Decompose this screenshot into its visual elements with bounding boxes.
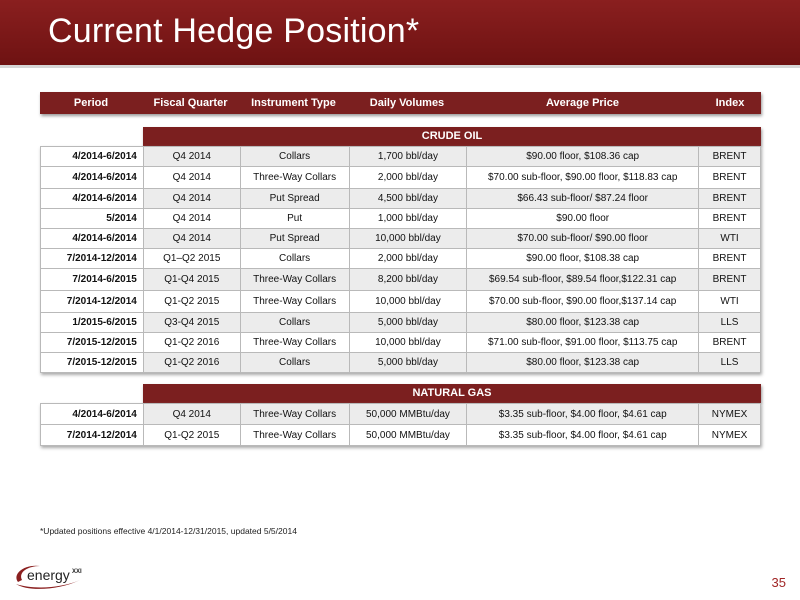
instrument-type-cell: Collars [240, 353, 349, 373]
section-header-natural-gas: NATURAL GAS [143, 384, 761, 403]
fiscal-quarter-cell: Q1-Q2 2015 [143, 291, 240, 313]
crude-oil-row [41, 313, 761, 333]
daily-volumes-cell: 5,000 bbl/day [349, 313, 467, 333]
crude-oil-row [41, 167, 761, 189]
instrument-type-cell: Put [240, 209, 349, 229]
instrument-type-cell: Collars [240, 147, 349, 167]
crude-oil-row [41, 147, 761, 167]
daily-volumes-cell: 2,000 bbl/day [349, 167, 467, 189]
period-cell: 7/2014-6/2015 [41, 269, 144, 291]
index-cell: BRENT [699, 147, 761, 167]
daily-volumes-cell: 50,000 MMBtu/day [349, 425, 467, 446]
index-cell: BRENT [699, 333, 761, 353]
crude-oil-row [41, 333, 761, 353]
daily-volumes-cell: 10,000 bbl/day [349, 229, 467, 249]
index-cell: WTI [699, 291, 761, 313]
average-price-cell: $90.00 floor [467, 209, 699, 229]
instrument-type-cell: Collars [240, 313, 349, 333]
period-cell: 4/2014-6/2014 [41, 189, 144, 209]
fiscal-quarter-cell: Q4 2014 [143, 147, 240, 167]
daily-volumes-cell: 8,200 bbl/day [349, 269, 467, 291]
crude-oil-row [41, 189, 761, 209]
index-cell: BRENT [699, 209, 761, 229]
fiscal-quarter-cell: Q1-Q2 2016 [143, 333, 240, 353]
average-price-cell: $90.00 floor, $108.38 cap [467, 249, 699, 269]
index-cell: BRENT [699, 269, 761, 291]
instrument-type-cell: Put Spread [240, 189, 349, 209]
daily-volumes-cell: 1,700 bbl/day [349, 147, 467, 167]
instrument-type-cell: Put Spread [240, 229, 349, 249]
daily-volumes-cell: 50,000 MMBtu/day [349, 404, 467, 425]
instrument-type-cell: Three-Way Collars [240, 425, 349, 446]
title-banner [0, 0, 800, 68]
index-cell: LLS [699, 313, 761, 333]
column-header-daily-volumes: Daily Volumes [369, 97, 445, 109]
fiscal-quarter-cell: Q1-Q4 2015 [143, 269, 240, 291]
period-cell: 4/2014-6/2014 [41, 229, 144, 249]
index-cell: BRENT [699, 189, 761, 209]
fiscal-quarter-cell: Q4 2014 [143, 209, 240, 229]
index-cell: LLS [699, 353, 761, 373]
instrument-type-cell: Three-Way Collars [240, 167, 349, 189]
fiscal-quarter-cell: Q1-Q2 2016 [143, 353, 240, 373]
column-header-average-price: Average Price [546, 97, 619, 109]
average-price-cell: $70.00 sub-floor, $90.00 floor, $118.83 cap [467, 167, 699, 189]
natural-gas-table [40, 403, 761, 446]
index-cell: NYMEX [699, 425, 761, 446]
logo-wordmark: energy [27, 567, 70, 583]
daily-volumes-cell: 2,000 bbl/day [349, 249, 467, 269]
period-cell: 7/2015-12/2015 [41, 333, 144, 353]
instrument-type-cell: Three-Way Collars [240, 269, 349, 291]
logo-suffix: XXI [72, 569, 82, 575]
fiscal-quarter-cell: Q4 2014 [143, 404, 240, 425]
index-cell: BRENT [699, 167, 761, 189]
fiscal-quarter-cell: Q4 2014 [143, 189, 240, 209]
crude-oil-row [41, 353, 761, 373]
natural-gas-row [41, 404, 761, 425]
footnote: *Updated positions effective 4/1/2014-12/31/2015, updated 5/5/2014 [40, 526, 297, 536]
fiscal-quarter-cell: Q1-Q2 2015 [143, 425, 240, 446]
instrument-type-cell: Three-Way Collars [240, 333, 349, 353]
page-title: Current Hedge Position* [48, 12, 420, 50]
fiscal-quarter-cell: Q3-Q4 2015 [143, 313, 240, 333]
period-cell: 7/2014-12/2014 [41, 249, 144, 269]
average-price-cell: $80.00 floor, $123.38 cap [467, 313, 699, 333]
index-cell: BRENT [699, 249, 761, 269]
period-cell: 5/2014 [41, 209, 144, 229]
column-header-instrument-type: Instrument Type [251, 97, 336, 109]
period-cell: 7/2015-12/2015 [41, 353, 144, 373]
section-header-crude-oil: CRUDE OIL [143, 127, 761, 146]
period-cell: 4/2014-6/2014 [41, 404, 144, 425]
daily-volumes-cell: 10,000 bbl/day [349, 333, 467, 353]
daily-volumes-cell: 4,500 bbl/day [349, 189, 467, 209]
column-header-fiscal-quarter: Fiscal Quarter [153, 97, 228, 109]
fiscal-quarter-cell: Q1–Q2 2015 [143, 249, 240, 269]
crude-oil-table [40, 146, 761, 373]
instrument-type-cell: Three-Way Collars [240, 404, 349, 425]
daily-volumes-cell: 10,000 bbl/day [349, 291, 467, 313]
crude-oil-row [41, 269, 761, 291]
index-cell: NYMEX [699, 404, 761, 425]
average-price-cell: $69.54 sub-floor, $89.54 floor,$122.31 cap [467, 269, 699, 291]
period-cell: 4/2014-6/2014 [41, 147, 144, 167]
fiscal-quarter-cell: Q4 2014 [143, 167, 240, 189]
average-price-cell: $70.00 sub-floor, $90.00 floor,$137.14 cap [467, 291, 699, 313]
average-price-cell: $3.35 sub-floor, $4.00 floor, $4.61 cap [467, 425, 699, 446]
average-price-cell: $71.00 sub-floor, $91.00 floor, $113.75 cap [467, 333, 699, 353]
average-price-cell: $66.43 sub-floor/ $87.24 floor [467, 189, 699, 209]
column-header-period: Period [73, 97, 109, 109]
average-price-cell: $80.00 floor, $123.38 cap [467, 353, 699, 373]
period-cell: 7/2014-12/2014 [41, 425, 144, 446]
column-header-row [40, 92, 761, 114]
average-price-cell: $90.00 floor, $108.36 cap [467, 147, 699, 167]
daily-volumes-cell: 1,000 bbl/day [349, 209, 467, 229]
column-header-index: Index [715, 97, 745, 109]
page-number: 35 [771, 575, 786, 590]
crude-oil-row [41, 229, 761, 249]
natural-gas-row [41, 425, 761, 446]
average-price-cell: $70.00 sub-floor/ $90.00 floor [467, 229, 699, 249]
period-cell: 1/2015-6/2015 [41, 313, 144, 333]
average-price-cell: $3.35 sub-floor, $4.00 floor, $4.61 cap [467, 404, 699, 425]
period-cell: 7/2014-12/2014 [41, 291, 144, 313]
energy-xxi-logo [10, 560, 100, 592]
instrument-type-cell: Three-Way Collars [240, 291, 349, 313]
period-cell: 4/2014-6/2014 [41, 167, 144, 189]
crude-oil-row [41, 291, 761, 313]
fiscal-quarter-cell: Q4 2014 [143, 229, 240, 249]
crude-oil-row [41, 249, 761, 269]
daily-volumes-cell: 5,000 bbl/day [349, 353, 467, 373]
crude-oil-row [41, 209, 761, 229]
instrument-type-cell: Collars [240, 249, 349, 269]
index-cell: WTI [699, 229, 761, 249]
